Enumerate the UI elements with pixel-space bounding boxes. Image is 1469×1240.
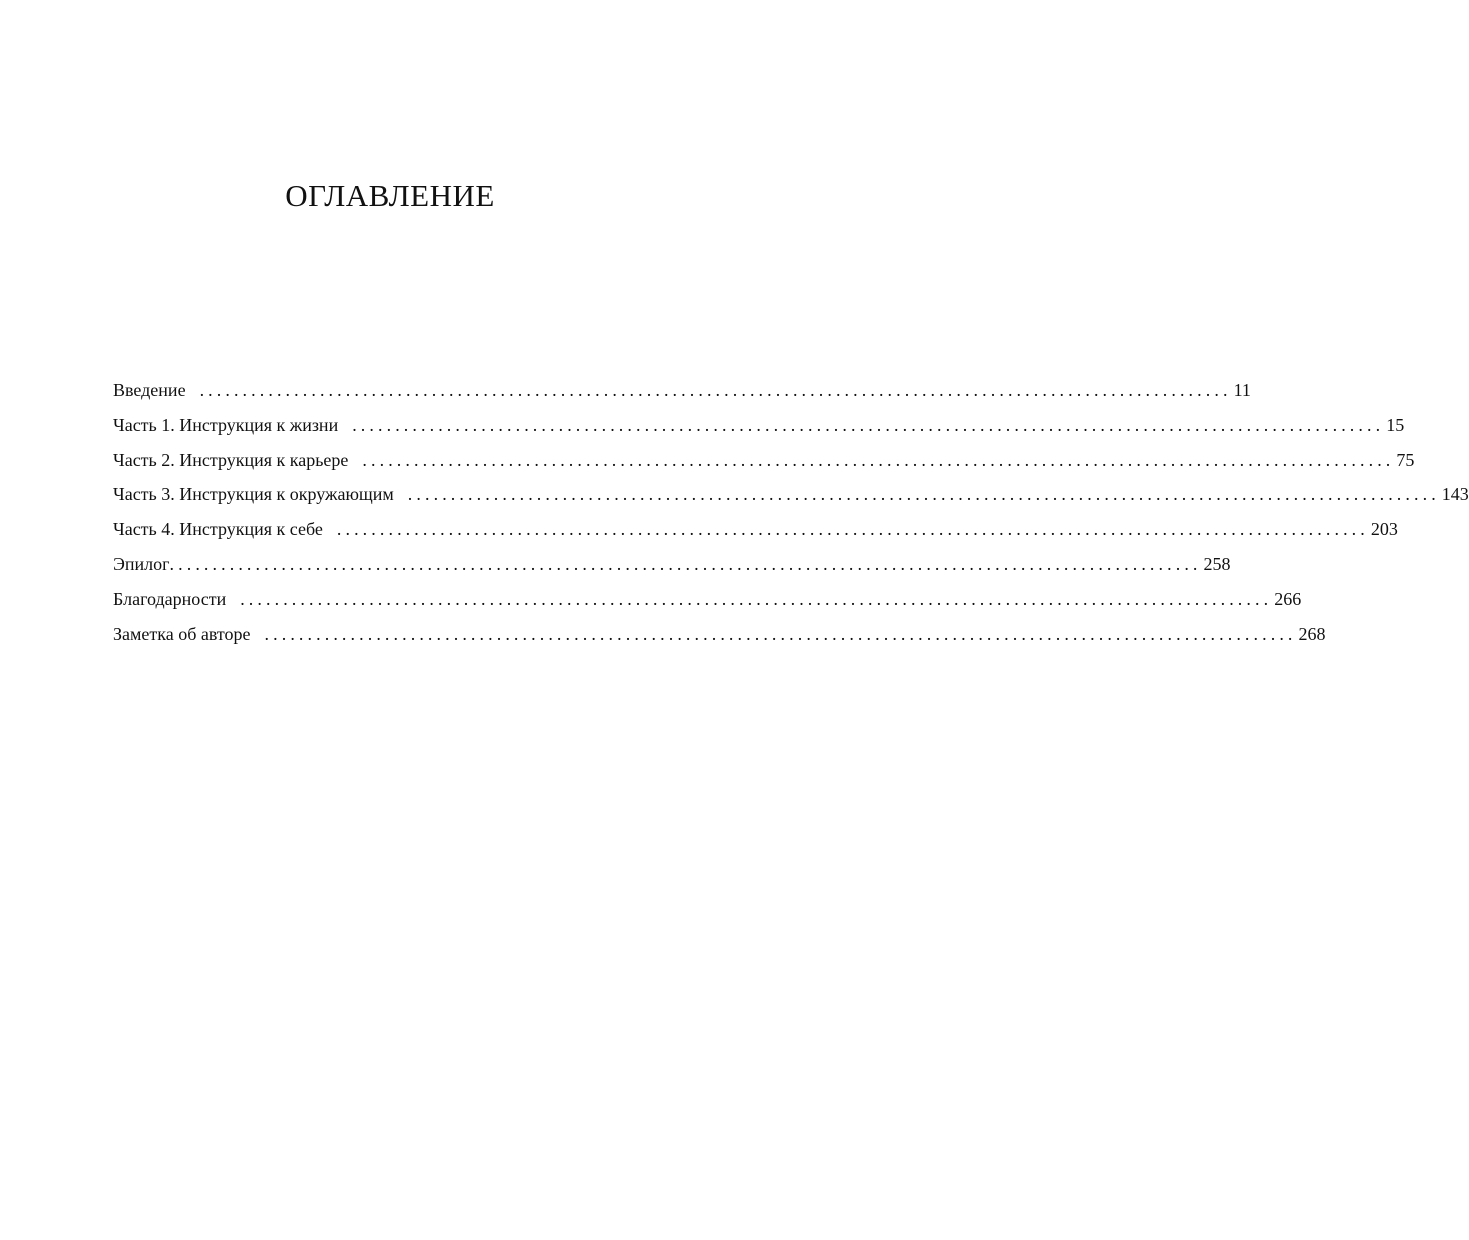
dot-leader: ........................................................................................................................	[264, 623, 1297, 644]
toc-entry-acknowledgements[interactable]	[113, 587, 1302, 622]
table-of-contents	[113, 378, 1469, 656]
toc-entry-label: Благодарности	[113, 588, 227, 609]
toc-entry-introduction[interactable]	[113, 378, 1251, 413]
page-title: ОГЛАВЛЕНИЕ	[285, 178, 495, 213]
toc-entry-page-number: 15	[1386, 414, 1405, 435]
toc-entry-part-3[interactable]	[113, 482, 1469, 517]
toc-entry-page-number: 143	[1441, 484, 1469, 505]
toc-entry-label: Часть 2. Инструкция к карьере	[113, 449, 349, 470]
dot-leader: ........................................................................................................................	[352, 414, 1385, 435]
toc-entry-page-number: 266	[1274, 588, 1302, 609]
toc-entry-part-2[interactable]	[113, 448, 1415, 483]
toc-entry-page-number: 268	[1298, 623, 1326, 644]
toc-entry-part-1[interactable]	[113, 413, 1405, 448]
toc-entry-label: Часть 3. Инструкция к окружающим	[113, 484, 394, 505]
toc-entry-page-number: 11	[1233, 380, 1251, 400]
toc-entry-label: Введение	[113, 380, 186, 400]
toc-entry-label: Эпилог	[113, 553, 170, 574]
dot-leader: ........................................................................................................................	[240, 588, 1273, 609]
toc-entry-page-number: 203	[1370, 519, 1398, 540]
dot-leader: ........................................................................................................................	[199, 380, 1232, 400]
toc-entry-label: Часть 4. Инструкция к себе	[113, 519, 323, 540]
toc-entry-page-number: 258	[1203, 553, 1231, 574]
dot-leader: ........................................................................................................................	[169, 553, 1202, 574]
toc-entry-part-4[interactable]	[113, 517, 1398, 552]
dot-leader: ........................................................................................................................	[336, 519, 1369, 540]
dot-leader: ........................................................................................................................	[407, 484, 1440, 505]
toc-entry-label: Часть 1. Инструкция к жизни	[113, 414, 339, 435]
toc-entry-label: Заметка об авторе	[113, 623, 251, 644]
dot-leader: ........................................................................................................................	[362, 449, 1395, 470]
toc-entry-page-number: 75	[1396, 449, 1415, 470]
toc-entry-about-author[interactable]	[113, 622, 1326, 657]
toc-entry-epilogue[interactable]	[113, 552, 1231, 587]
